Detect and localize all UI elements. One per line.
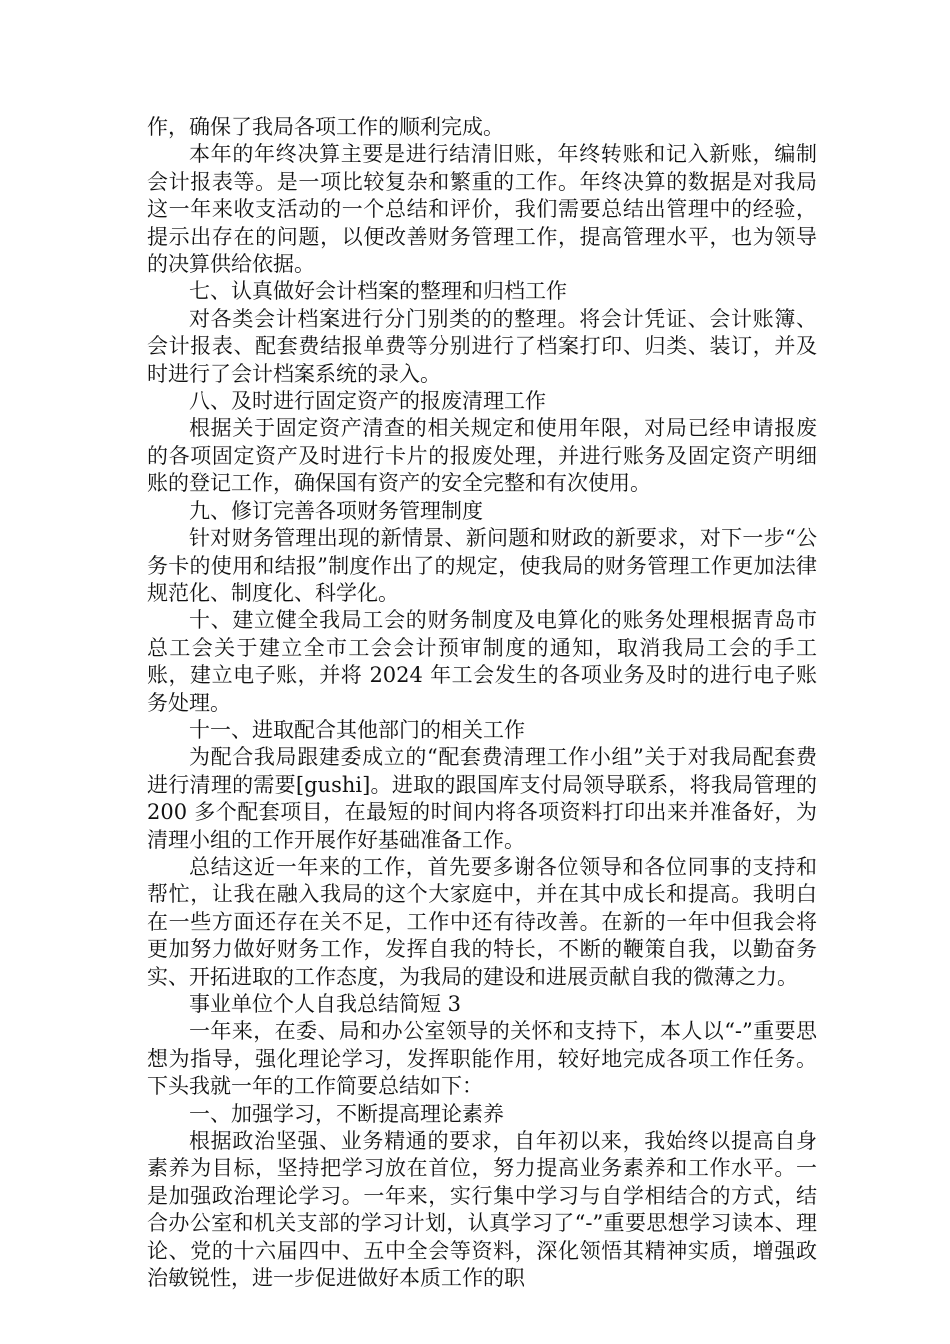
paragraph-fixed-assets: 根据关于固定资产清查的相关规定和使用年限，对局已经申请报废的各项固定资产及时进行卡片的报废处理，并进行账务及固定资产明细账的登记工作，确保国有资产的安全完整和有次使用。: [147, 416, 817, 496]
heading-section-1: 一、加强学习，不断提高理论素养: [189, 1101, 504, 1126]
paragraph-year-end-settlement: 本年的年终决算主要是进行结清旧账，年终转账和记入新账，编制会计报表等。是一项比较复杂和繁重的工作。年终决算的数据是对我局这一年来收支活动的一个总结和评价，我们需要总结出管理中的经验，提示出存在的问题，以便改善财务管理工作，提高管理水平，也为领导的决算供给依据。: [147, 142, 817, 277]
paragraph-study: 根据政治坚强、业务精通的要求，自年初以来，我始终以提高自身素养为目标，坚持把学习放在首位，努力提高业务素养和工作水平。一是加强政治理论学习。一年来，实行集中学习与自学相结合的方式，结合办公室和机关支部的学习计划，认真学习了“-”重要思想学习读本、理论、党的十六届四中、五中全会等资料，深化领悟其精神实质，增强政治敏锐性，进一步促进做好本质工作的职: [147, 1129, 817, 1291]
paragraph-section-10: 十、建立健全我局工会的财务制度及电算化的账务处理根据青岛市总工会关于建立全市工会会计预审制度的通知，取消我局工会的手工账，建立电子账，并将 2024 年工会发生的各项业务及时的进行电子账务处理。: [147, 608, 817, 715]
heading-section-11: 十一、进取配合其他部门的相关工作: [189, 717, 525, 742]
paragraph-summary: 总结这近一年来的工作，首先要多谢各位领导和各位同事的支持和帮忙，让我在融入我局的这个大家庭中，并在其中成长和提高。我明白在一些方面还存在关不足，工作中还有待改善。在新的一年中但我会将更加努力做好财务工作，发挥自我的特长，不断的鞭策自我，以勤奋务实、开拓进取的工作态度，为我局的建设和进展贡献自我的微薄之力。: [147, 854, 817, 989]
heading-section-9: 九、修订完善各项财务管理制度: [189, 498, 483, 523]
paragraph-regulations: 针对财务管理出现的新情景、新问题和财政的新要求，对下一步“公务卡的使用和结报”制度作出了的规定，使我局的财务管理工作更加法律规范化、制度化、科学化。: [147, 526, 817, 605]
document-page: [147, 114, 817, 1292]
heading-summary-3: 事业单位个人自我总结简短 3: [189, 992, 462, 1016]
heading-section-7: 七、认真做好会计档案的整理和归档工作: [189, 279, 567, 304]
heading-section-8: 八、及时进行固定资产的报废清理工作: [189, 389, 546, 414]
paragraph-1: 作，确保了我局各项工作的顺利完成。: [147, 115, 504, 139]
paragraph-intro: 一年来，在委、局和办公室领导的关怀和支持下，本人以“-”重要思想为指导，强化理论学习，发挥职能作用，较好地完成各项工作任务。下头我就一年的工作简要总结如下：: [147, 1019, 817, 1099]
paragraph-archive: 对各类会计档案进行分门别类的的整理。将会计凭证、会计账簿、会计报表、配套费结报单费等分别进行了档案打印、归类、装订，并及时进行了会计档案系统的录入。: [147, 306, 817, 386]
paragraph-cooperation: 为配合我局跟建委成立的“配套费清理工作小组”关于对我局配套费进行清理的需要[gushi]。进取的跟国库支付局领导联系，将我局管理的 200 多个配套项目，在最短的时间内将各项资料打印出来并准备好，为清理小组的工作开展作好基础准备工作。: [147, 745, 817, 852]
